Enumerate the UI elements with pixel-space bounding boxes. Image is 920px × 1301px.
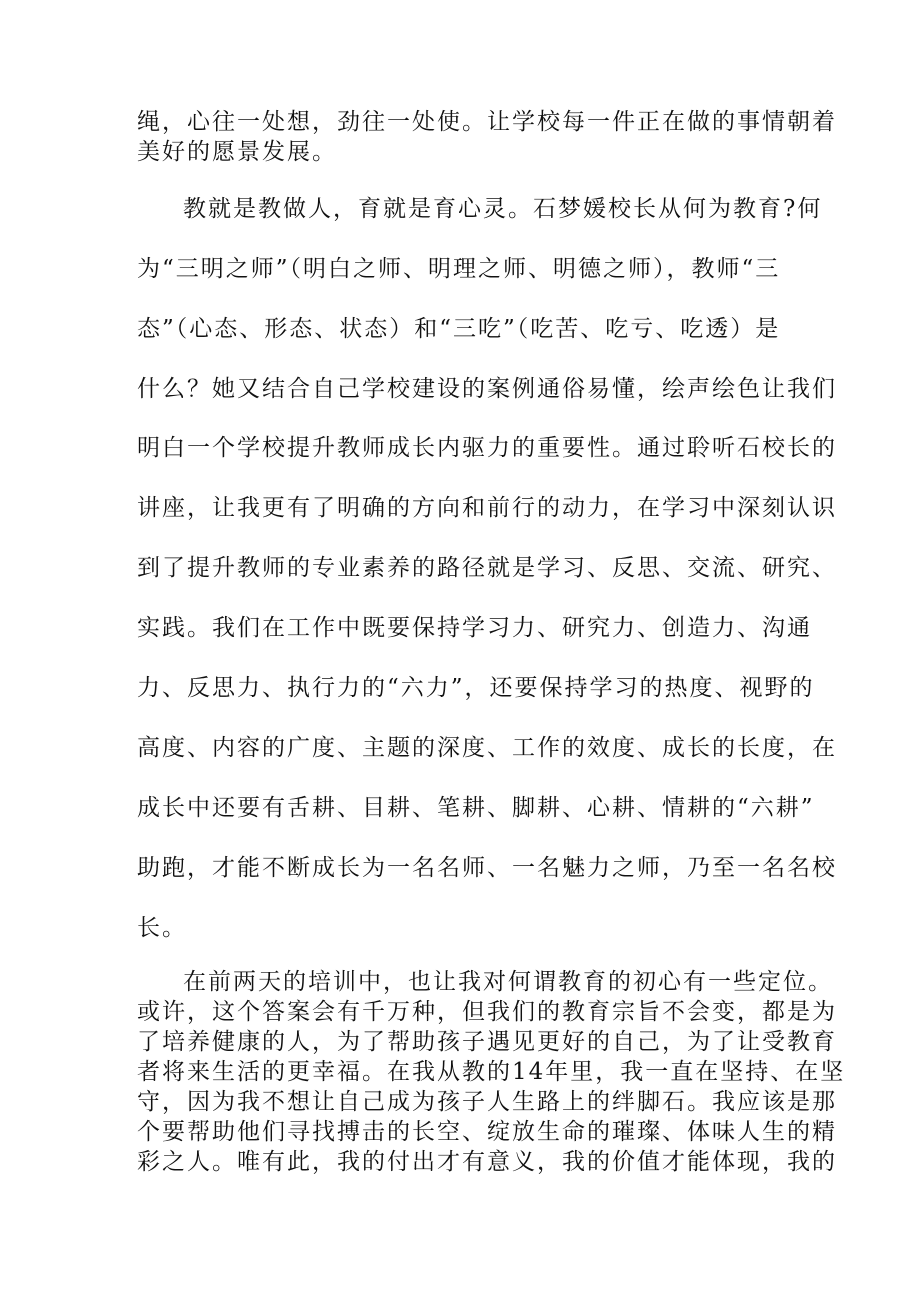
text-line: 什么？她又结合自己学校建设的案例通俗易懂，绘声绘色让我们 xyxy=(137,376,837,402)
text-line: 彩之人。唯有此，我的付出才有意义，我的价值才能体现，我的 xyxy=(137,1149,837,1175)
text-line: 美好的愿景发展。 xyxy=(137,139,337,165)
text-line: 在前两天的培训中，也让我对何谓教育的初心有一些定位。 xyxy=(183,969,833,995)
text-line: 助跑，才能不断成长为一名名师、一名魅力之师，乃至一名名校 xyxy=(137,855,837,881)
text-line: 绳，心往一处想，劲往一处使。让学校每一件正在做的事情朝着 xyxy=(137,109,837,135)
text-line: 长。 xyxy=(137,915,187,941)
text-line: 明白一个学校提升教师成长内驱力的重要性。通过聆听石校长的 xyxy=(137,435,837,461)
text-line: 成长中还要有舌耕、目耕、笔耕、脚耕、心耕、情耕的“六耕” xyxy=(137,795,815,821)
text-line: 态”（心态、形态、状态）和“三吃”（吃苦、吃亏、吃透）是 xyxy=(137,316,781,342)
text-line: 教就是教做人，育就是育心灵。石梦媛校长从何为教育?何 xyxy=(183,196,823,222)
text-line: 者将来生活的更幸福。在我从教的14年里，我一直在坚持、在坚 xyxy=(137,1059,846,1085)
text-line: 到了提升教师的专业素养的路径就是学习、反思、交流、研究、 xyxy=(137,555,837,581)
text-line: 守，因为我不想让自己成为孩子人生路上的绊脚石。我应该是那 xyxy=(137,1089,837,1115)
text-line: 实践。我们在工作中既要保持学习力、研究力、创造力、沟通 xyxy=(137,615,812,641)
text-line: 个要帮助他们寻找搏击的长空、绽放生命的璀璨、体味人生的精 xyxy=(137,1119,837,1145)
text-line: 高度、内容的广度、主题的深度、工作的效度、成长的长度，在 xyxy=(137,735,837,761)
text-line: 或许，这个答案会有千万种，但我们的教育宗旨不会变，都是为 xyxy=(137,999,837,1025)
text-line: 为“三明之师”（明白之师、明理之师、明德之师），教师“三 xyxy=(137,256,781,282)
text-line: 了培养健康的人，为了帮助孩子遇见更好的自己，为了让受教育 xyxy=(137,1029,837,1055)
text-line: 力、反思力、执行力的“六力”，还要保持学习的热度、视野的 xyxy=(137,675,815,701)
text-line: 讲座，让我更有了明确的方向和前行的动力，在学习中深刻认识 xyxy=(137,495,837,521)
